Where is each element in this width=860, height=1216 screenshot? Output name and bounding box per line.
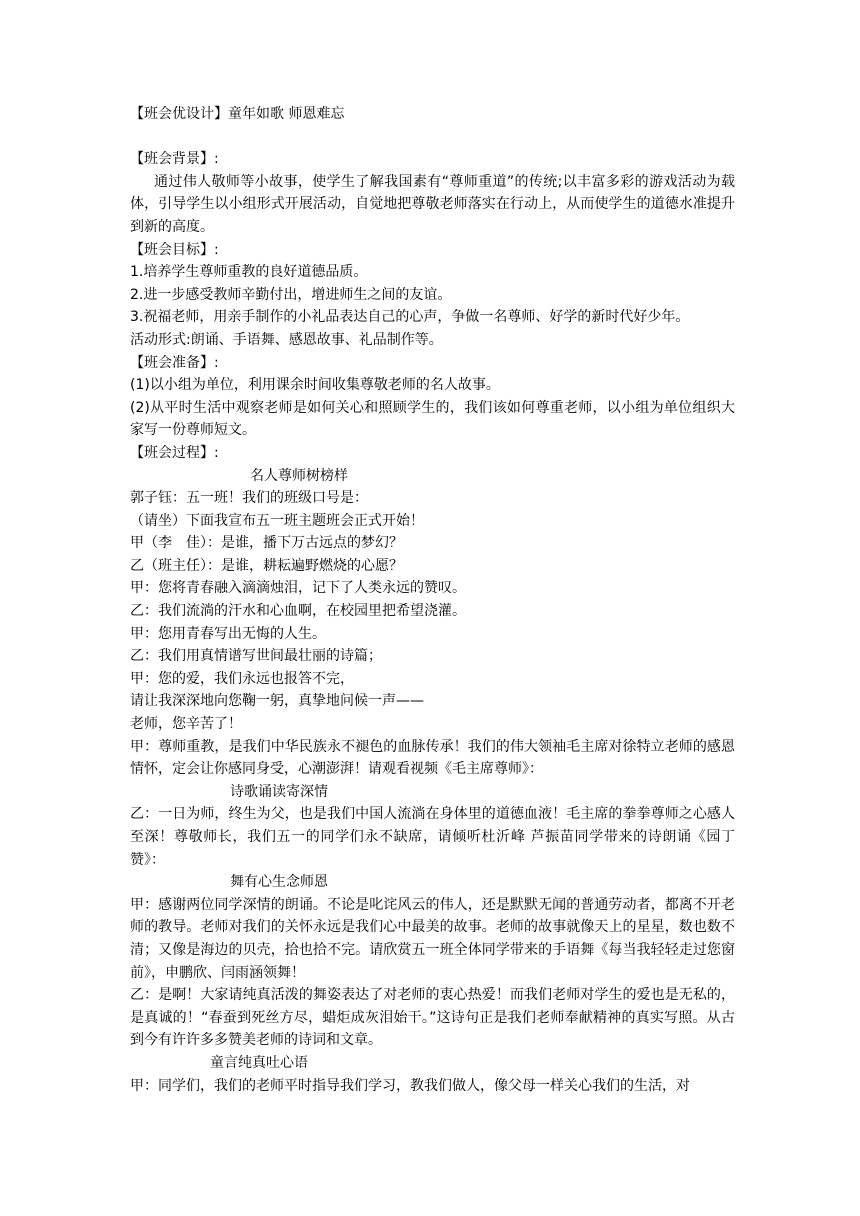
section-heading-process: 【班会过程】: [130, 444, 219, 461]
dialogue-line: 甲：您的爱，我们永远也报答不完， [130, 670, 354, 687]
dialogue-line: 郭子钰：五一班！我们的班级口号是： [130, 490, 368, 507]
sub-heading: 舞有心生念师恩 [230, 874, 328, 891]
goal-item: 1.培养学生尊师重教的良好道德品质。 [130, 264, 368, 281]
dialogue-line: 甲：感谢两位同学深情的朗诵。不论是叱诧风云的伟人，还是默默无闻的普通劳动者，都离不开老师的教导。老师对我们的关怀永远是我们心中最美的故事。老师的故事就像天上的星星，数也数不清；又像是海边的贝壳，拾也拾不完。请欣赏五一班全体同学带来的手语舞《每当我轻轻走过您窗前》，申鹏欣、闫雨涵领舞！ [130, 896, 735, 981]
goal-item: 3.祝福老师，用亲手制作的小礼品表达自己的心声，争做一名尊师、好学的新时代好少年。 [130, 309, 690, 326]
sub-heading: 名人尊师树榜样 [250, 467, 348, 484]
dialogue-line: 甲：尊师重教，是我们中华民族永不褪色的血脉传承！我们的伟大领袖毛主席对徐特立老师的感恩情怀，定会让你感同身受，心潮澎湃！请观看视频《毛主席尊师》： [130, 738, 735, 778]
goal-item: 2.进一步感受教师辛勤付出，增进师生之间的友谊。 [130, 286, 452, 303]
activity-forms: 活动形式:朗诵、手语舞、感恩故事、礼品制作等。 [130, 331, 443, 348]
paragraph-background: 通过伟人敬师等小故事，使学生了解我国素有“尊师重道”的传统;以丰富多彩的游戏活动为载体，引导学生以小组形式开展活动，自觉地把尊敬老师落实在行动上，从而使学生的道德水准提升到新的高度。 [130, 173, 735, 235]
dialogue-line: （请坐）下面我宣布五一班主题班会正式开始！ [130, 512, 424, 529]
document-body [130, 103, 735, 1097]
dialogue-line: 甲：您用青春写出无悔的人生。 [130, 625, 326, 642]
dialogue-line: 乙：我们用真情谱写世间最壮丽的诗篇； [130, 648, 382, 665]
dialogue-line: 乙：是啊！大家请纯真活泼的舞姿表达了对老师的衷心热爱！而我们老师对学生的爱也是无私的，是真诚的！“春蚕到死丝方尽，蜡炬成灰泪始干。”这诗句正是我们老师奉献精神的真实写照。从古到今有许许多多赞美老师的诗词和文章。 [130, 987, 735, 1049]
sub-heading: 童言纯真吐心语 [210, 1054, 308, 1071]
section-heading-goals: 【班会目标】: [130, 241, 219, 258]
section-heading-background: 【班会背景】: [130, 151, 219, 168]
dialogue-line: 乙：我们流淌的汗水和心血啊，在校园里把希望浇灌。 [130, 603, 466, 620]
dialogue-line: 乙（班主任）：是谁，耕耘遍野燃烧的心愿？ [130, 557, 403, 574]
preparation-item: (1)以小组为单位，利用课余时间收集尊敬老师的名人故事。 [130, 377, 500, 394]
dialogue-line: 请让我深深地向您鞠一躬，真挚地问候一声—— [130, 693, 424, 710]
dialogue-line: 甲（李 佳）：是谁，播下万古远点的梦幻？ [130, 535, 403, 552]
dialogue-line: 老师，您辛苦了！ [130, 716, 242, 733]
dialogue-line: 乙：一日为师，终生为父，也是我们中国人流淌在身体里的道德血液！毛主席的拳拳尊师之心感人至深！尊敬师长，我们五一的同学们永不缺席，请倾听杜沂峰 芦振苗同学带来的诗朗诵《园丁赞》： [130, 806, 735, 868]
section-heading-preparation: 【班会准备】: [130, 354, 219, 371]
dialogue-line: 甲：您将青春融入滴滴烛泪，记下了人类永远的赞叹。 [130, 580, 466, 597]
preparation-item: (2)从平时生活中观察老师是如何关心和照顾学生的，我们该如何尊重老师，以小组为单位组织大家写一份尊师短文。 [130, 399, 735, 439]
document-title: 【班会优设计】童年如歌 师恩难忘 [130, 106, 345, 122]
dialogue-line: 甲：同学们，我们的老师平时指导我们学习，教我们做人，像父母一样关心我们的生活，对 [130, 1077, 690, 1094]
sub-heading: 诗歌诵读寄深情 [230, 783, 328, 800]
